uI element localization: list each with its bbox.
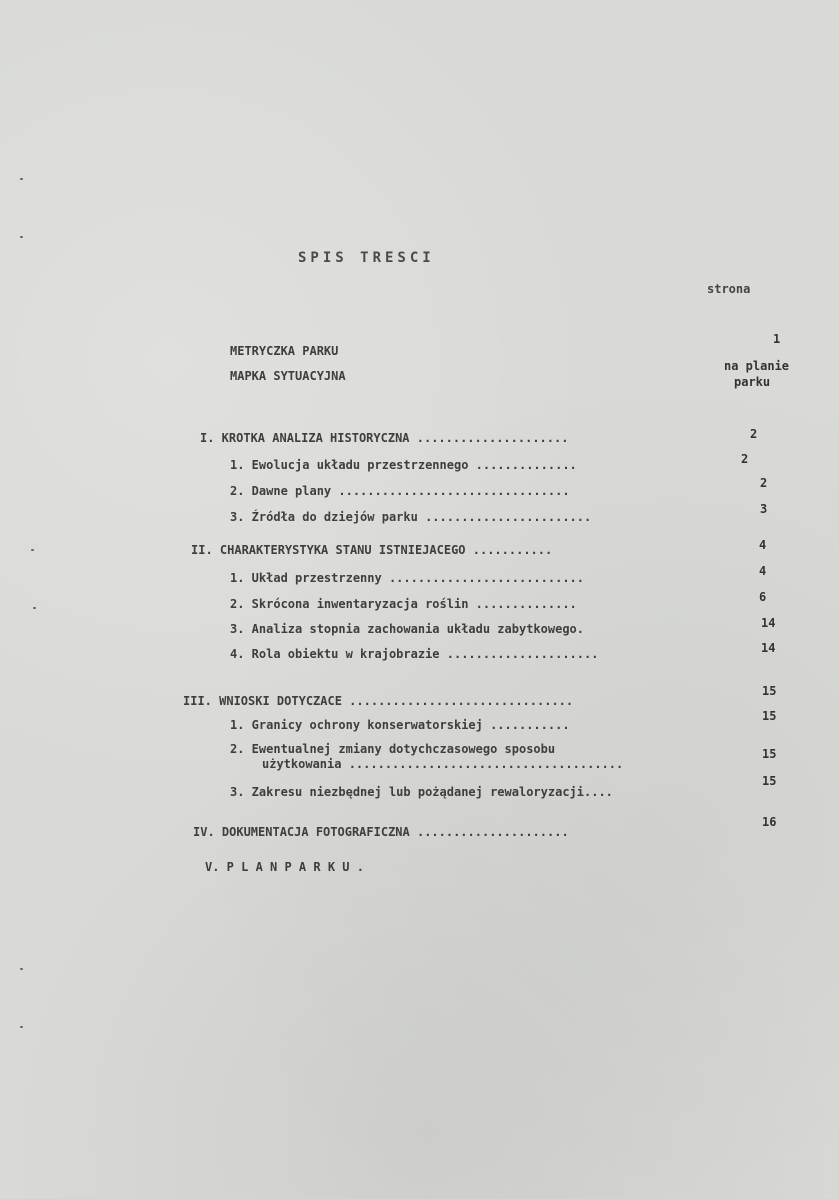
left-margin-mark bbox=[31, 549, 34, 551]
toc-item: 3. Zakresu niezbędnej lub pożądanej rewaloryzacji.... bbox=[230, 785, 613, 799]
section-heading: V. P L A N P A R K U . bbox=[205, 860, 364, 874]
toc-page-number: 14 bbox=[761, 641, 776, 655]
toc-item: 1. Układ przestrzenny ........................... bbox=[230, 571, 585, 585]
section-heading: III. WNIOSKI DOTYCZACE ............................... bbox=[183, 694, 574, 708]
intro-page-note-line1: na planie bbox=[724, 359, 790, 373]
toc-page-number: 15 bbox=[762, 709, 777, 723]
toc-page-number: 2 bbox=[741, 452, 749, 466]
section-page-number: 4 bbox=[759, 538, 767, 552]
toc-item: 3. Analiza stopnia zachowania układu zabytkowego. bbox=[230, 622, 585, 636]
toc-item-line2: użytkowania ...................................... bbox=[262, 757, 624, 771]
intro-item: METRYCZKA PARKU bbox=[230, 344, 339, 358]
section-heading: I. KROTKA ANALIZA HISTORYCZNA ..................... bbox=[200, 431, 569, 445]
toc-page-number: 15 bbox=[762, 774, 777, 788]
toc-page-number: 3 bbox=[760, 502, 768, 516]
toc-page-number: 4 bbox=[759, 564, 767, 578]
left-margin-mark bbox=[20, 236, 23, 238]
toc-page-number: 14 bbox=[761, 616, 776, 630]
page-column-header: strona bbox=[707, 282, 751, 296]
toc-page-number: 6 bbox=[759, 590, 767, 604]
intro-item: MAPKA SYTUACYJNA bbox=[230, 369, 346, 383]
toc-page-number: 2 bbox=[760, 476, 768, 490]
left-margin-mark bbox=[33, 607, 36, 609]
document-title: SPIS TRESCI bbox=[298, 250, 435, 266]
toc-item: 1. Granicy ochrony konserwatorskiej ........... bbox=[230, 718, 570, 732]
left-margin-mark bbox=[20, 178, 23, 180]
left-margin-mark bbox=[20, 968, 23, 970]
toc-item: 3. Źródła do dziejów parku ....................... bbox=[230, 510, 592, 524]
section-page-number: 16 bbox=[762, 815, 777, 829]
section-page-number: 15 bbox=[762, 684, 777, 698]
left-margin-mark bbox=[20, 1026, 23, 1028]
toc-item: 4. Rola obiektu w krajobrazie ..................... bbox=[230, 647, 599, 661]
intro-page-number: 1 bbox=[773, 332, 781, 346]
section-heading: IV. DOKUMENTACJA FOTOGRAFICZNA ..................... bbox=[193, 825, 569, 839]
toc-item: 2. Skrócona inwentaryzacja roślin .............. bbox=[230, 597, 577, 611]
section-heading: II. CHARAKTERYSTYKA STANU ISTNIEJACEGO ........... bbox=[191, 543, 553, 557]
section-page-number: 2 bbox=[750, 427, 758, 441]
intro-page-note-line2: parku bbox=[734, 375, 771, 389]
toc-item: 1. Ewolucja układu przestrzennego .............. bbox=[230, 458, 577, 472]
toc-item: 2. Dawne plany ................................ bbox=[230, 484, 570, 498]
toc-page-number: 15 bbox=[762, 747, 777, 761]
toc-item-line1: 2. Ewentualnej zmiany dotychczasowego sposobu bbox=[230, 742, 556, 756]
